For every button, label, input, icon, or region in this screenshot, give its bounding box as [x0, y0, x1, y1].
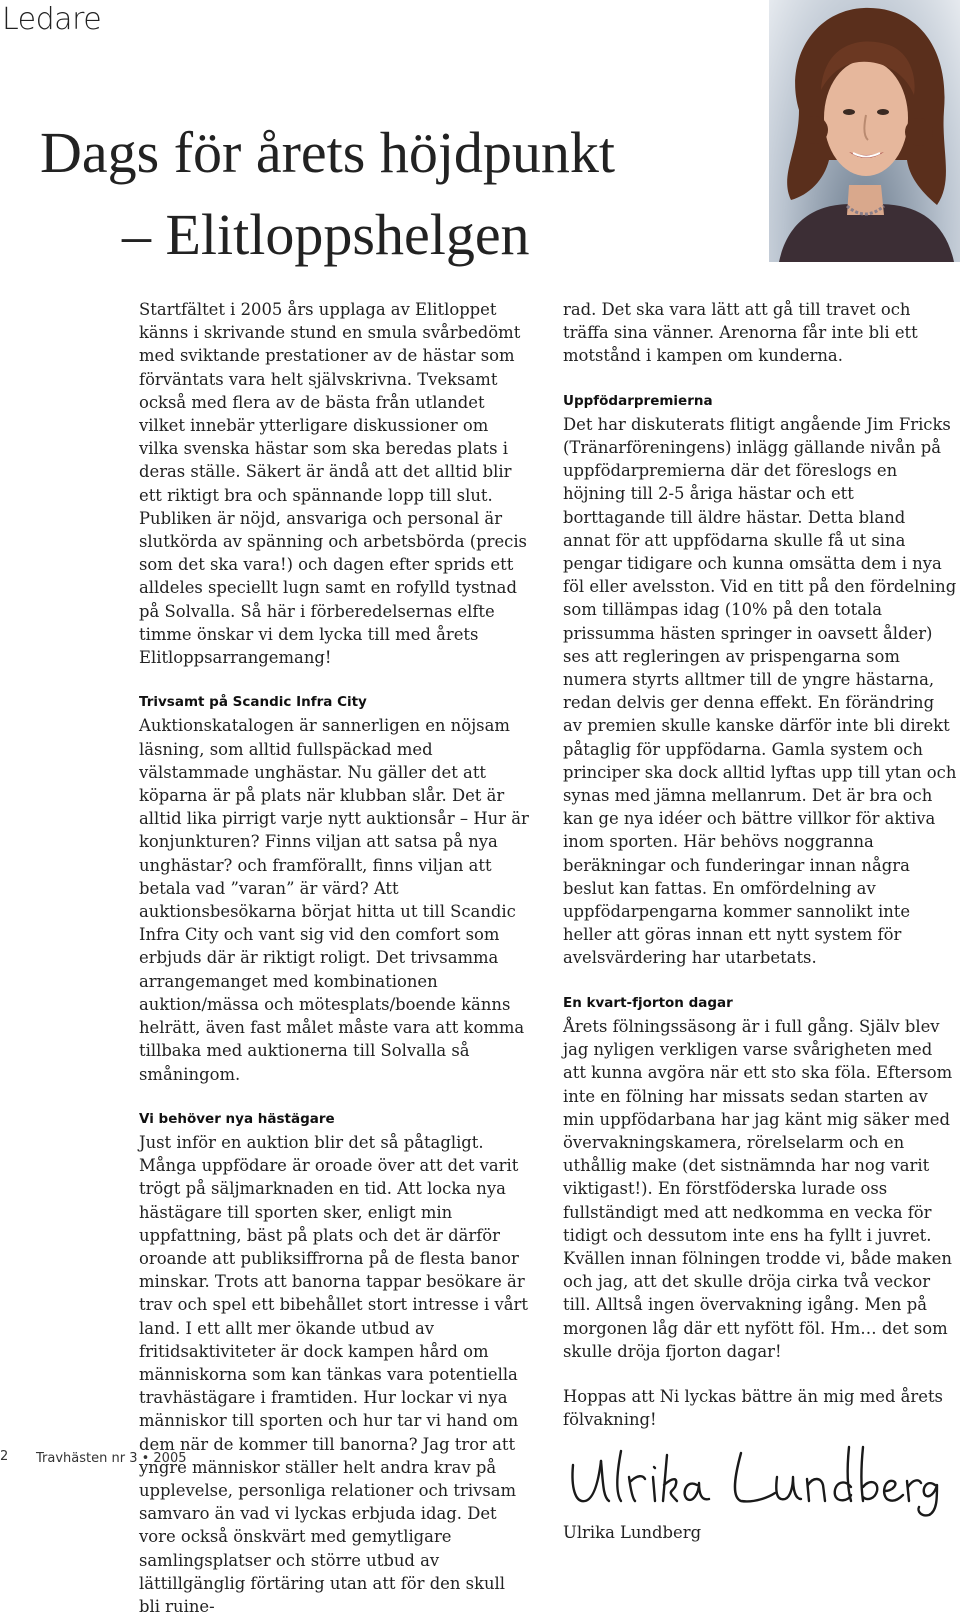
- author-portrait: [769, 0, 960, 262]
- paragraph-breeder-premiums: Det har diskuterats flitigt angående Jim Fricks (Tränarföreningens) inlägg gällande nivån på uppfödarpremierna där det föreslogs en höjning till 2-5 åriga hästar och ett borttagande till äldre hästar. Detta bland annat för att uppfödarna skulle få ut sina pengar tidigare och kunna omsätta dem i nya föl eller avelsston. Vid en titt på den fördelning som tillämpas idag (10% på den totala prissumma hästen springer in oavsett ålder) ses att regleringen av prispengarna som numera styrts alltmer till de yngre hästarna, redan delvis ger denna effekt. En förändring av premien skulle kanske därför inte bli direkt påtaglig för uppfödarna. Gamla system och principer ska dock alltid lyftas upp till ytan och synas med jämna mellanrum. Det är bra och kan ge nya idéer och bättre villkor för aktiva inom sporten. Här behövs noggranna beräkningar och funderingar innan några beslut kan fattas. En omfördelning av uppfödarpengarna kommer sannolikt inte heller att göras innan ett nytt system för avelsvärdering har utarbetats.: [563, 414, 957, 968]
- headline: [40, 112, 615, 277]
- section-label: Ledare: [2, 2, 102, 37]
- portrait-illustration: [769, 0, 960, 262]
- intro-paragraph: Startfältet i 2005 års upplaga av Elitloppet känns i skrivande stund en smula svårbedömt med sviktande prestationer av de hästar som förväntats vara helt självskrivna. Tveksamt också med flera av de bästa från utlandet vilket innebär ytterligare diskussioner om vilka svenska hästar som ska beredas plats i deras ställe. Säkert är ändå att det alltid blir ett riktigt bra och spännande lopp till slut. Publiken är nöjd, ansvariga och personal är slutkörda av spänning och arbetsbörda (precis som det ska vara!) och dagen efter sprids ett alldeles speciellt lugn samt en rofylld tystnad på Solvalla. Så här i förberedelsernas elfte timme önskar vi dem lycka till med årets Elitloppsarrangemang!: [139, 300, 527, 668]
- closing-paragraph: Hoppas att Ni lyckas bättre än mig med årets fölvakning!: [563, 1386, 943, 1430]
- page-number: 2: [0, 1449, 9, 1464]
- paragraph-foaling: Årets fölningssäsong är i full gång. Själv blev jag nyligen verkligen varse svårigheten med att kunna avgöra när ett sto ska föla. Eftersom inte en fölning har missats sedan starten av min uppfödarbana har jag känt mig säker med övervakningskamera, rörelselarm och en uthållig make (det sistnämnda har nog varit viktigast!). En förstföderska lurade oss fullständigt med att nedkomma en vecka för tidigt och dessutom inte ens ha fyllt i juvret. Kvällen innan fölningen trodde vi, både maken och jag, att det skulle dröja cirka två veckor till. Alltså ingen övervakning igång. Men på morgonen låg där ett nyfött föl. Hm… det som skulle dröja fjorton dagar!: [563, 1016, 953, 1361]
- headline-line-2: – Elitloppshelgen: [122, 202, 530, 268]
- column-left: [139, 298, 531, 1618]
- author-name: Ulrika Lundberg: [563, 1523, 702, 1543]
- paragraph-new-owners: Just inför en auktion blir det så påtagligt. Många uppfödare är oroade över att det varit trögt på säljmarknaden en tid. Att locka nya hästägare till sporten sker, enligt min uppfattning, bäst på plats och det är därför oroande att publiksiffrorna på de flesta banor minskar. Trots att banorna tappar besökare är trav och spel ett bibehållet stort intresse i vårt land. I ett allt mer ökande utbud av fritidsaktiviteter är dock kampen hård om människorna som kan tänkas vara potentiella travhästägare i framtiden. Hur lockar vi nya människor till sporten och hur tar vi hand om dem när de kommer till banorna? Jag tror att yngre människor ställer helt andra krav på upplevelse, personliga relationer och trivsam samvaro än vad vi lyckas erbjuda idag. Det vore också önskvärt med gemytligare samlingsplatser och större utbud av lättillgänglig förtäring utan att för den skull bli ruine-: [139, 1132, 528, 1616]
- subheading-new-owners: Vi behöver nya hästägare: [139, 1110, 335, 1127]
- subheading-breeder-premiums: Uppfödarpremierna: [563, 392, 713, 409]
- signature-image: [563, 1437, 943, 1519]
- subheading-scandic: Trivsamt på Scandic Infra City: [139, 694, 367, 711]
- publication-info: Travhästen nr 3 • 2005: [36, 1451, 187, 1466]
- subheading-foaling: En kvart-fjorton dagar: [563, 994, 733, 1011]
- paragraph-continuation: rad. Det ska vara lätt att gå till travet och träffa sina vänner. Arenorna får inte bli ett motstånd i kampen om kunderna.: [563, 300, 918, 366]
- headline-line-1: Dags för årets höjdpunkt: [40, 120, 616, 185]
- column-right: [563, 298, 957, 1545]
- paragraph-scandic: Auktionskatalogen är sannerligen en nöjsam läsning, som alltid fullspäckad med välstammade unghästar. Nu gäller det att köparna är på plats när klubban slår. Det är alltid lika pirrigt varje nytt auktionsår – Hur är konjunkturen? Finns viljan att satsa på nya unghästar? och framförallt, finns viljan att betala vad ”varan” är värd? Att auktionsbesökarna börjat hitta ut till Scandic Infra City och vant sig vid den comfort som erbjuds där är riktigt roligt. Det trivsamma arrangemanget med kombinationen auktion/mässa och mötesplats/boende känns helrätt, även fast målet måste vara att komma tillbaka med auktionerna till Solvalla så småningom.: [139, 716, 529, 1084]
